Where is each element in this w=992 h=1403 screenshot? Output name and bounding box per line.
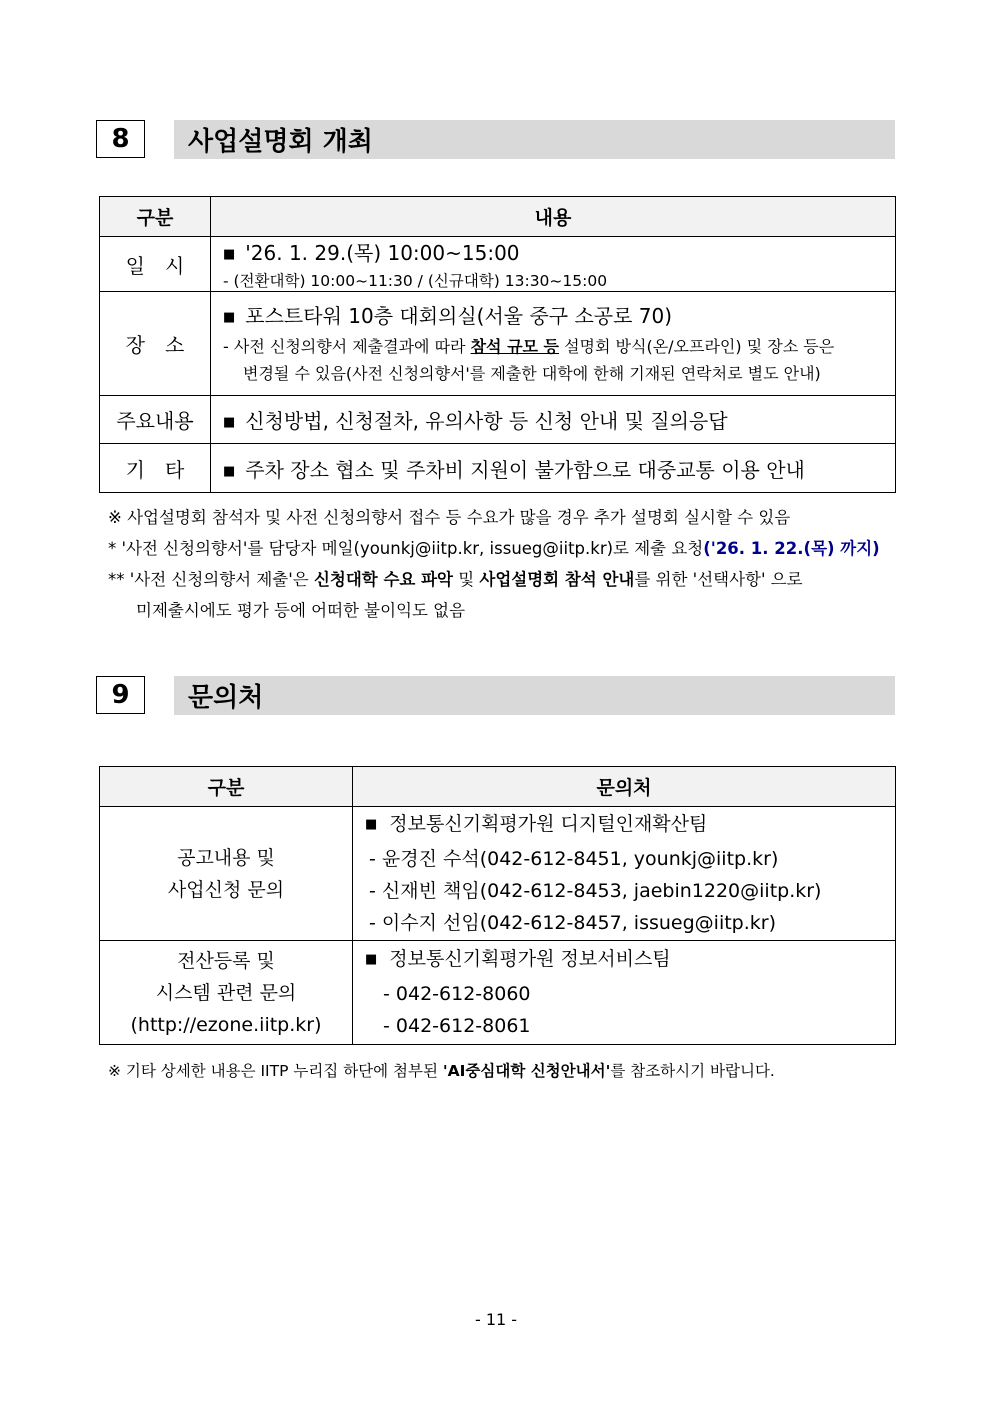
bullet-square-icon: ■ xyxy=(223,463,236,479)
seminar-table xyxy=(99,196,896,493)
bullet-square-icon: ■ xyxy=(223,247,236,262)
row-content-contents: ■ 신청방법, 신청절차, 유의사항 등 신청 안내 및 질의응답 xyxy=(211,396,896,444)
row-content-datetime: ■ '26. 1. 29.(목) 10:00~15:00 - (전환대학) 10:00~11:30 / (신규대학) 13:30~15:00 xyxy=(211,237,896,292)
bullet-square-icon: ■ xyxy=(365,817,378,832)
row-content-system: ■ 정보통신기획평가원 정보서비스팀 - 042-612-8060 - 042-612-8061 xyxy=(353,941,896,1045)
section-number: 8 xyxy=(96,120,145,158)
bullet-square-icon: ■ xyxy=(223,310,236,325)
row-label-system: 전산등록 및 시스템 관련 문의 (http://ezone.iitp.kr) xyxy=(100,941,353,1045)
bullet-square-icon: ■ xyxy=(365,952,378,967)
section-title: 문의처 xyxy=(174,676,895,715)
row-label-announcement: 공고내용 및 사업신청 문의 xyxy=(100,807,353,941)
section-number: 9 xyxy=(96,676,145,714)
row-label-etc: 기 타 xyxy=(100,444,211,493)
row-content-etc: ■ 주차 장소 협소 및 주차비 지원이 불가함으로 대중교통 이용 안내 xyxy=(211,444,896,493)
row-label-contents: 주요내용 xyxy=(100,396,211,444)
col-header-contact: 문의처 xyxy=(353,767,896,807)
note-1: ※ 사업설명회 참석자 및 사전 신청의향서 접수 등 수요가 많을 경우 추가 설명회 실시할 수 있음 xyxy=(108,508,791,527)
section-8-notes xyxy=(108,502,898,626)
row-content-venue: ■ 포스트타워 10층 대회의실(서울 중구 소공로 70) - 사전 신청의향서 제출결과에 따라 참석 규모 등 설명회 방식(온/오프라인) 및 장소 등은 변경될 수 있음(사전 신청의향서'를 제출한 대학에 한해 기재된 연락처로 별도 안내) xyxy=(211,292,896,396)
page-number: - 11 - xyxy=(474,1310,518,1329)
bullet-square-icon: ■ xyxy=(223,415,236,430)
row-content-announcement: ■ 정보통신기획평가원 디지털인재확산팀 - 윤경진 수석(042-612-8451, younkj@iitp.kr) - 신재빈 책임(042-612-8453, jaebin1220@iitp.kr) - 이수지 선임(042-612-8457, issueg@iitp.kr) xyxy=(353,807,896,941)
note-2: * '사전 신청의향서'를 담당자 메일(younkj@iitp.kr, issueg@iitp.kr)로 제출 요청('26. 1. 22.(목) 까지) xyxy=(108,539,880,558)
section-9-header xyxy=(96,676,895,716)
section-9-note: ※ 기타 상세한 내용은 IITP 누리집 하단에 첨부된 'AI중심대학 신청안내서'를 참조하시기 바랍니다. xyxy=(108,1062,775,1080)
section-title: 사업설명회 개최 xyxy=(174,120,895,159)
note-3: ** '사전 신청의향서 제출'은 신청대학 수요 파악 및 사업설명회 참석 안내를 위한 '선택사항' 으로 xyxy=(108,570,803,589)
col-header-content: 내용 xyxy=(211,197,896,237)
contact-table xyxy=(99,766,896,1045)
row-label-datetime: 일 시 xyxy=(100,237,211,292)
section-8-header xyxy=(96,120,895,160)
col-header-label: 구분 xyxy=(100,197,211,237)
note-3-cont: 미제출시에도 평가 등에 어떠한 불이익도 없음 xyxy=(136,601,466,620)
col-header-label: 구분 xyxy=(100,767,353,807)
row-label-venue: 장 소 xyxy=(100,292,211,396)
